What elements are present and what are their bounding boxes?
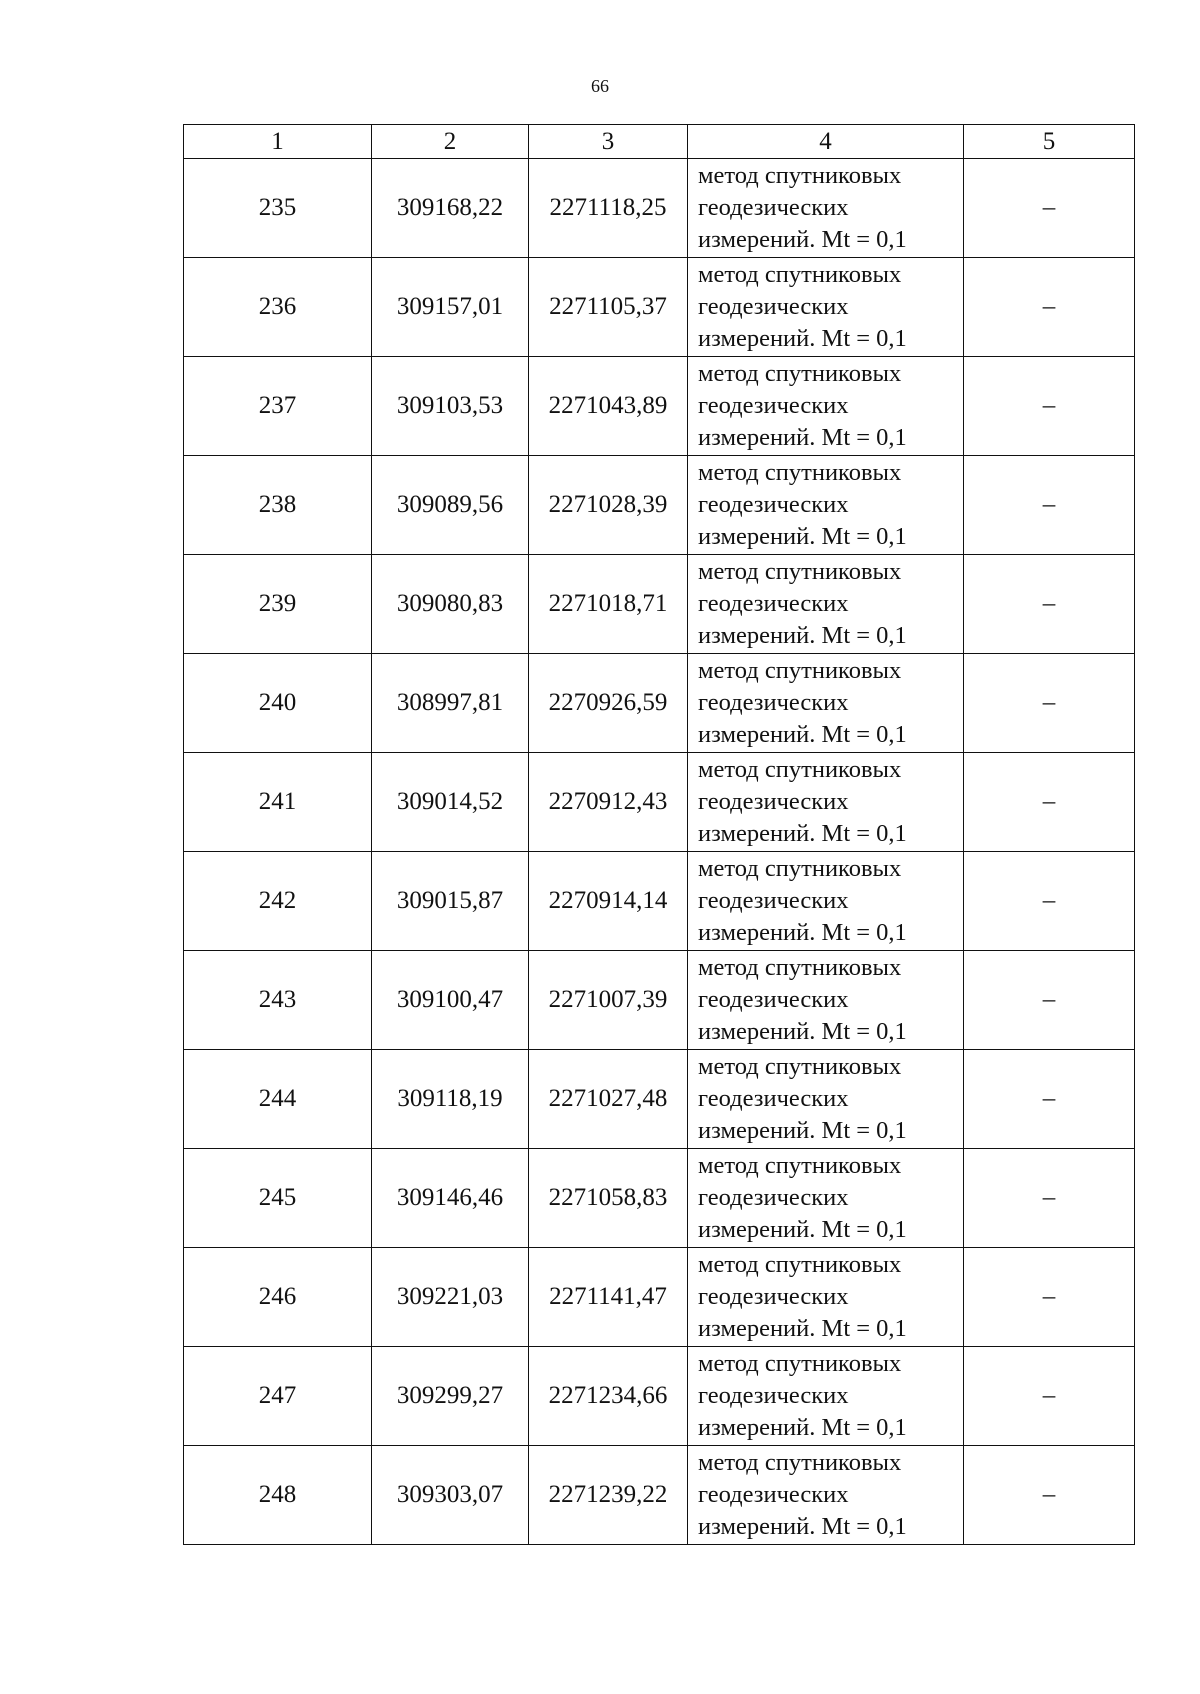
coordinates-table (183, 124, 1135, 1545)
method-line: измерений. Mt = 0,1 (698, 622, 907, 649)
note-cell: – (964, 555, 1135, 654)
coordinate-x-cell: 309080,83 (372, 555, 529, 654)
method-line: геодезических (698, 1481, 849, 1508)
method-line: метод спутниковых (698, 558, 902, 585)
table-row (184, 654, 1135, 753)
coordinate-x-cell: 309015,87 (372, 852, 529, 951)
coordinate-y-cell: 2271234,66 (529, 1347, 688, 1446)
method-line: метод спутниковых (698, 1152, 902, 1179)
coordinate-y-cell: 2271105,37 (529, 258, 688, 357)
point-number-cell: 238 (184, 456, 372, 555)
note-cell: – (964, 258, 1135, 357)
method-line: метод спутниковых (698, 1449, 902, 1476)
coordinate-x-cell: 309168,22 (372, 159, 529, 258)
method-line: метод спутниковых (698, 1350, 902, 1377)
coordinate-x-cell: 309146,46 (372, 1149, 529, 1248)
table-row (184, 951, 1135, 1050)
method-cell (688, 654, 964, 753)
note-cell: – (964, 852, 1135, 951)
coordinate-x-cell: 309221,03 (372, 1248, 529, 1347)
header-col-2: 2 (372, 125, 529, 159)
coordinate-y-cell: 2271239,22 (529, 1446, 688, 1545)
method-line: геодезических (698, 392, 849, 419)
point-number-cell: 242 (184, 852, 372, 951)
method-line: метод спутниковых (698, 261, 902, 288)
method-line: измерений. Mt = 0,1 (698, 1018, 907, 1045)
header-col-4: 4 (688, 125, 964, 159)
method-line: геодезических (698, 293, 849, 320)
method-line: геодезических (698, 1382, 849, 1409)
table-row (184, 753, 1135, 852)
point-number-cell: 245 (184, 1149, 372, 1248)
table-body (184, 159, 1135, 1545)
table-row (184, 159, 1135, 258)
method-cell (688, 852, 964, 951)
method-line: метод спутниковых (698, 657, 902, 684)
method-line: геодезических (698, 986, 849, 1013)
table-row (184, 1050, 1135, 1149)
method-cell (688, 1248, 964, 1347)
table-row (184, 555, 1135, 654)
method-cell (688, 951, 964, 1050)
note-cell: – (964, 159, 1135, 258)
method-line: геодезических (698, 1184, 849, 1211)
coordinate-y-cell: 2271028,39 (529, 456, 688, 555)
method-line: метод спутниковых (698, 1251, 902, 1278)
point-number-cell: 241 (184, 753, 372, 852)
coordinate-y-cell: 2270912,43 (529, 753, 688, 852)
method-line: измерений. Mt = 0,1 (698, 721, 907, 748)
header-col-1: 1 (184, 125, 372, 159)
coordinate-x-cell: 309100,47 (372, 951, 529, 1050)
method-line: геодезических (698, 788, 849, 815)
method-line: измерений. Mt = 0,1 (698, 523, 907, 550)
point-number-cell: 246 (184, 1248, 372, 1347)
method-line: измерений. Mt = 0,1 (698, 820, 907, 847)
coordinate-x-cell: 309303,07 (372, 1446, 529, 1545)
method-line: метод спутниковых (698, 360, 902, 387)
page-number: 66 (591, 76, 609, 96)
coordinate-y-cell: 2271027,48 (529, 1050, 688, 1149)
coordinate-x-cell: 309014,52 (372, 753, 529, 852)
coordinate-y-cell: 2270926,59 (529, 654, 688, 753)
method-line: измерений. Mt = 0,1 (698, 1414, 907, 1441)
coordinate-y-cell: 2271058,83 (529, 1149, 688, 1248)
header-col-3: 3 (529, 125, 688, 159)
coordinate-x-cell: 309299,27 (372, 1347, 529, 1446)
method-line: измерений. Mt = 0,1 (698, 1117, 907, 1144)
table-row (184, 258, 1135, 357)
coordinate-y-cell: 2271018,71 (529, 555, 688, 654)
method-line: измерений. Mt = 0,1 (698, 1216, 907, 1243)
method-line: измерений. Mt = 0,1 (698, 1315, 907, 1342)
method-cell (688, 1446, 964, 1545)
note-cell: – (964, 654, 1135, 753)
table-row (184, 1347, 1135, 1446)
method-line: измерений. Mt = 0,1 (698, 325, 907, 352)
coordinate-x-cell: 309103,53 (372, 357, 529, 456)
coordinate-x-cell: 308997,81 (372, 654, 529, 753)
point-number-cell: 237 (184, 357, 372, 456)
method-line: метод спутниковых (698, 162, 902, 189)
method-line: метод спутниковых (698, 855, 902, 882)
method-line: метод спутниковых (698, 1053, 902, 1080)
method-line: геодезических (698, 1085, 849, 1112)
method-cell (688, 357, 964, 456)
method-line: геодезических (698, 491, 849, 518)
coordinate-x-cell: 309157,01 (372, 258, 529, 357)
point-number-cell: 236 (184, 258, 372, 357)
coordinate-x-cell: 309089,56 (372, 456, 529, 555)
note-cell: – (964, 1248, 1135, 1347)
note-cell: – (964, 1347, 1135, 1446)
table-row (184, 1248, 1135, 1347)
method-line: геодезических (698, 887, 849, 914)
coordinate-y-cell: 2271007,39 (529, 951, 688, 1050)
note-cell: – (964, 357, 1135, 456)
point-number-cell: 243 (184, 951, 372, 1050)
note-cell: – (964, 1050, 1135, 1149)
table-header-row (184, 125, 1135, 159)
point-number-cell: 244 (184, 1050, 372, 1149)
coordinate-y-cell: 2270914,14 (529, 852, 688, 951)
method-cell (688, 1347, 964, 1446)
method-line: измерений. Mt = 0,1 (698, 919, 907, 946)
table-row (184, 1446, 1135, 1545)
table-row (184, 852, 1135, 951)
table-row (184, 456, 1135, 555)
method-line: геодезических (698, 194, 849, 221)
method-line: геодезических (698, 689, 849, 716)
method-cell (688, 753, 964, 852)
table-row (184, 357, 1135, 456)
coordinate-y-cell: 2271043,89 (529, 357, 688, 456)
coordinate-x-cell: 309118,19 (372, 1050, 529, 1149)
method-line: измерений. Mt = 0,1 (698, 226, 907, 253)
header-col-5: 5 (964, 125, 1135, 159)
method-line: геодезических (698, 590, 849, 617)
point-number-cell: 240 (184, 654, 372, 753)
method-cell (688, 555, 964, 654)
point-number-cell: 248 (184, 1446, 372, 1545)
method-line: метод спутниковых (698, 756, 902, 783)
coordinate-y-cell: 2271118,25 (529, 159, 688, 258)
method-cell (688, 258, 964, 357)
point-number-cell: 247 (184, 1347, 372, 1446)
coordinate-y-cell: 2271141,47 (529, 1248, 688, 1347)
method-line: метод спутниковых (698, 459, 902, 486)
table-row (184, 1149, 1135, 1248)
note-cell: – (964, 1446, 1135, 1545)
method-line: измерений. Mt = 0,1 (698, 1513, 907, 1540)
point-number-cell: 235 (184, 159, 372, 258)
note-cell: – (964, 456, 1135, 555)
method-cell (688, 1050, 964, 1149)
point-number-cell: 239 (184, 555, 372, 654)
method-line: геодезических (698, 1283, 849, 1310)
note-cell: – (964, 753, 1135, 852)
note-cell: – (964, 951, 1135, 1050)
method-cell (688, 1149, 964, 1248)
method-line: метод спутниковых (698, 954, 902, 981)
method-line: измерений. Mt = 0,1 (698, 424, 907, 451)
note-cell: – (964, 1149, 1135, 1248)
method-cell (688, 159, 964, 258)
method-cell (688, 456, 964, 555)
